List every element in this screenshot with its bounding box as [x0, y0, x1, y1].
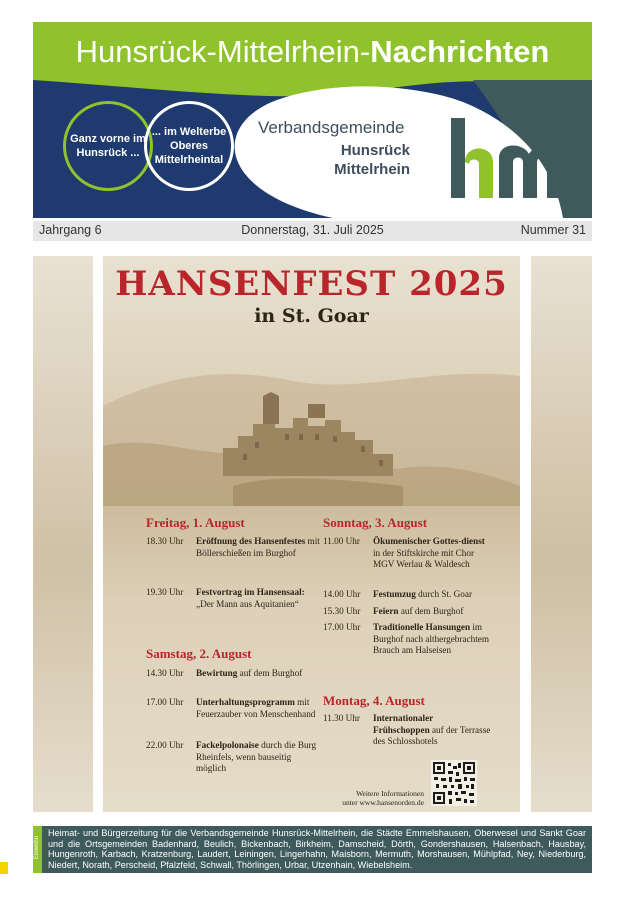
poster-subtitle: in St. Goar [254, 305, 369, 327]
masthead-title: Hunsrück-Mittelrhein-Nachrichten [75, 34, 550, 69]
event-item: 17.00 Uhr Traditionelle Hansungen im Burghof nach althergebrachtem Brauch am Halseisen [323, 622, 489, 655]
poster-background-right [531, 256, 592, 812]
castle-illustration [103, 336, 520, 506]
poster-title: HANSENFEST 2025 [115, 264, 508, 304]
footer-description: Heimat- und Bürgerzeitung für die Verbandsgemeinde Hunsrück-Mittelrhein, die Städte Emmelshausen, Oberwesel und Sankt Goar und die Ortsgemeinden Badenhard, Beulich, Bickenbach, Birkheim, Damscheid, Dörth, Gondershausen, Halsenbach, Hausbay, Hungenroth, Karbach, Kratzenburg, Laudert, Leiningen, Lingerhahn, Maisborn, Mermuth, Morshausen, Mühlpfad, Ney, Niederburg, Niedert, Norath, Perscheid, Pfalzfeld, Schwall, Thörlingen, Urbar, Utzenhain, Wiebelsheim. [48, 828, 586, 870]
event-item: 17.00 Uhr Unterhaltungsprogramm mit Feuerzauber von Menschenhand [146, 697, 316, 719]
qr-code-icon [431, 760, 477, 806]
event-item: 19.30 Uhr Festvortrag im Hansensaal: „Der Mann aus Aquitanien“ [146, 587, 305, 609]
event-item: 15.30 Uhr Feiern auf dem Burghof [323, 606, 464, 616]
vg-label: Verbandsgemeinde [258, 118, 405, 137]
day-heading-friday: Freitag, 1. August [146, 515, 245, 530]
event-item: 18.30 Uhr Eröffnung des Hansenfestes mit Böllerschießen im Burghof [146, 536, 320, 558]
edge-marker [0, 862, 8, 874]
event-item: 11.00 Uhr Ökumenischer Gottes-dienst in der Stiftskirche mit Chor MGV Werlau & Waldesch [323, 536, 485, 569]
event-item: 22.00 Uhr Fackelpolonaise durch die Burg Rheinfels, wenn bauseitig möglich [146, 740, 317, 773]
issue-number: Nummer 31 [520, 223, 586, 237]
slogan-circle-right: ... im Welterbe Oberes Mittelrheintal [144, 101, 234, 191]
issue-info-bar [33, 221, 592, 241]
vg-name: Hunsrück Mittelrhein [334, 142, 410, 178]
event-item: 14.00 Uhr Festumzug durch St. Goar [323, 589, 473, 599]
hansenfest-poster [103, 256, 520, 812]
day-heading-monday: Montag, 4. August [323, 693, 425, 708]
event-item: 14.30 Uhr Bewirtung auf dem Burghof [146, 668, 303, 678]
volume-label: Jahrgang 6 [39, 223, 102, 237]
footer-side-tag: Einwohn [33, 826, 42, 873]
poster-background-left [33, 256, 93, 812]
event-item: 11.30 Uhr Internationaler Frühschoppen auf der Terrasse des Schlosshotels [323, 713, 491, 746]
issue-date: Donnerstag, 31. Juli 2025 [241, 223, 384, 237]
hm-logo-icon [447, 114, 575, 204]
slogan-circle-left: Ganz vorne im Hunsrück ... [63, 101, 153, 191]
more-info-text: Weitere Informationen unter www.hansenorden.de [342, 789, 424, 807]
day-heading-saturday: Samstag, 2. August [146, 646, 252, 661]
day-heading-sunday: Sonntag, 3. August [323, 515, 428, 530]
